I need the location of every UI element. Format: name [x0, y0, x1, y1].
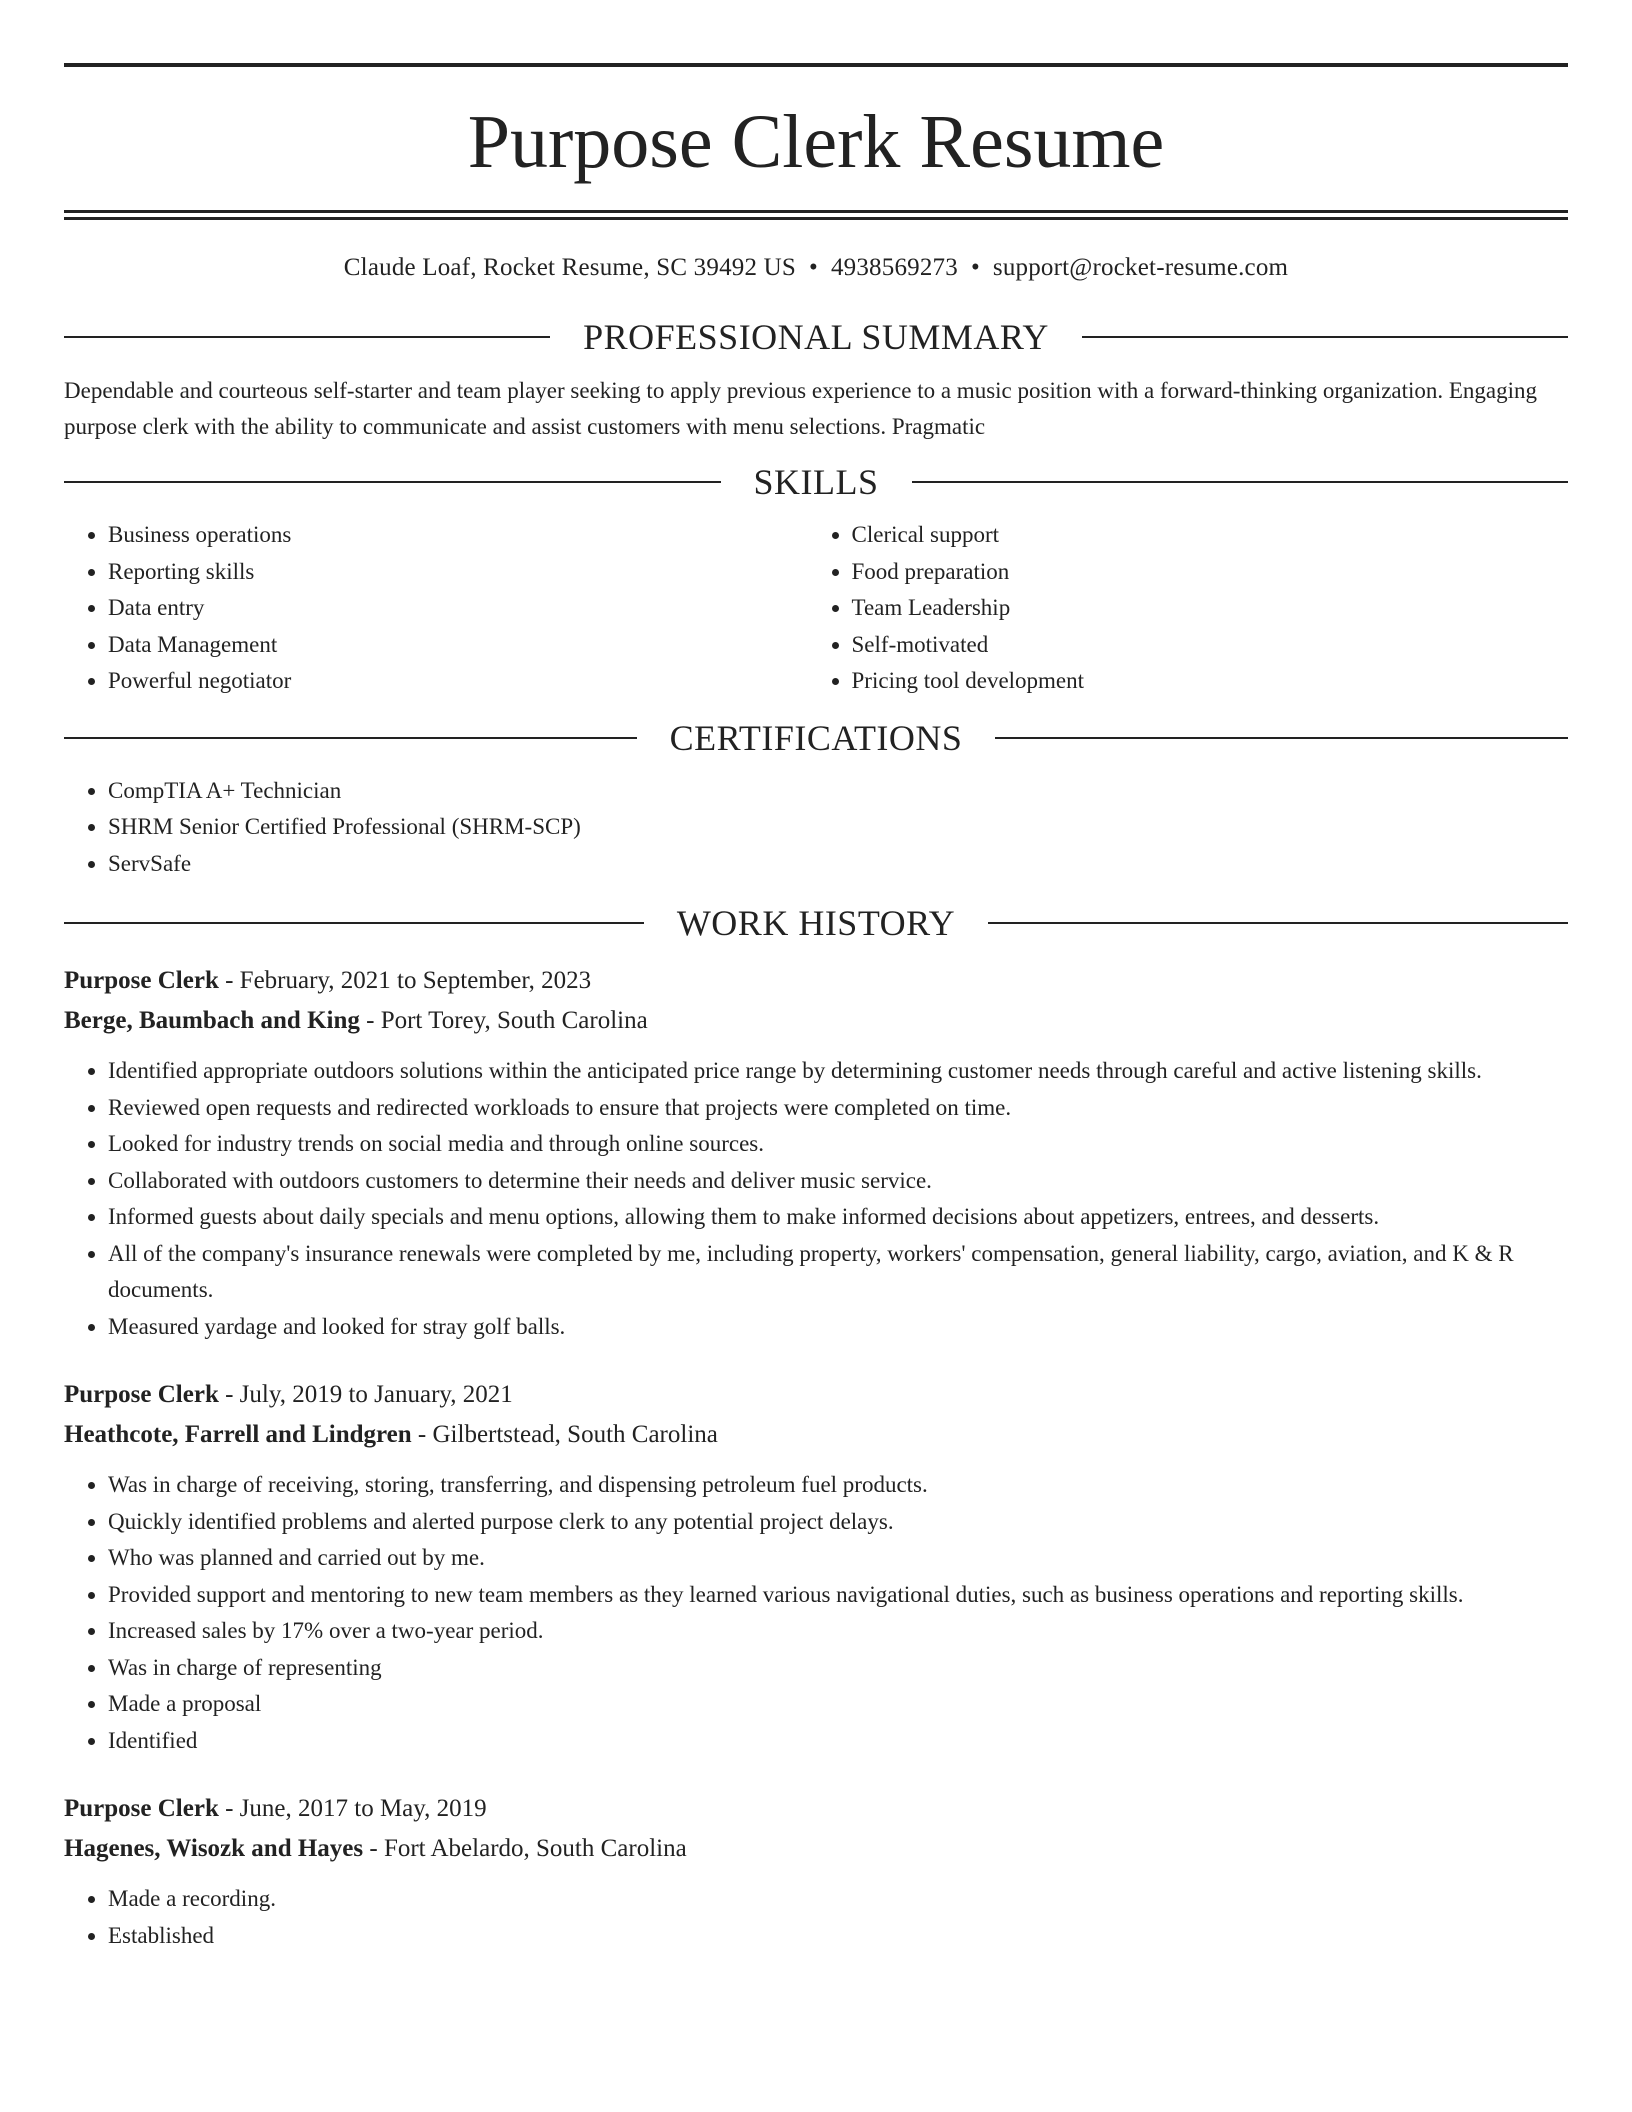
- job-location: - Fort Abelardo, South Carolina: [363, 1835, 687, 1862]
- certification-item: • SHRM Senior Certified Professional (SHRM-SCP): [108, 809, 1568, 846]
- job-company: Hagenes, Wisozk and Hayes: [64, 1835, 364, 1862]
- top-rule: [64, 63, 1568, 67]
- job-entry: [64, 961, 1568, 1345]
- job-bullet: • Was in charge of representing: [108, 1650, 1568, 1687]
- contact-line: [64, 251, 1568, 285]
- contact-address: Claude Loaf, Rocket Resume, SC 39492 US: [343, 254, 796, 281]
- job-dates: - June, 2017 to May, 2019: [218, 1795, 487, 1822]
- heading-rule: [912, 481, 1569, 483]
- job-bullet: • Made a recording.: [108, 1881, 1568, 1918]
- job-company-line: [64, 1001, 1568, 1041]
- job-bullet: • Increased sales by 17% over a two-year period.: [108, 1613, 1568, 1650]
- certifications-list: [64, 773, 1568, 883]
- skill-item: • Team Leadership: [852, 590, 1568, 627]
- skill-item: • Business operations: [108, 517, 808, 554]
- summary-text: Dependable and courteous self-starter and team player seeking to apply previous experience to a music position with a forward-thinking organization. Engaging purpose clerk with the ability to communicate and assist customers with menu selections. Pragmatic: [64, 378, 1538, 439]
- work-heading-label: WORK HISTORY: [676, 903, 956, 943]
- certifications-section-heading: [64, 715, 1568, 761]
- job-bullets: [64, 1881, 1568, 1954]
- contact-email: support@rocket-resume.com: [992, 254, 1289, 281]
- title-double-rule: [64, 210, 1568, 220]
- job-dates: - July, 2019 to January, 2021: [218, 1381, 513, 1408]
- job-title-line: [64, 1789, 1568, 1829]
- job-location: - Gilbertstead, South Carolina: [411, 1421, 718, 1448]
- job-title-line: [64, 1375, 1568, 1415]
- job-entry: [64, 1789, 1568, 1954]
- contact-phone: 4938569273: [830, 254, 958, 281]
- resume-title: Purpose Clerk Resume: [467, 100, 1165, 184]
- job-bullet: • Identified appropriate outdoors solutions within the anticipated price range by determining customer needs through careful and active listening skills.: [108, 1053, 1568, 1090]
- heading-rule: [64, 481, 721, 483]
- job-bullet: • Made a proposal: [108, 1686, 1568, 1723]
- summary-heading-label: PROFESSIONAL SUMMARY: [583, 317, 1049, 357]
- job-company: Berge, Baumbach and King: [64, 1007, 360, 1034]
- skill-item: • Powerful negotiator: [108, 663, 808, 700]
- job-company: Heathcote, Farrell and Lindgren: [64, 1421, 412, 1448]
- job-bullets: [64, 1053, 1568, 1345]
- skills-heading-label: SKILLS: [753, 462, 879, 502]
- job-bullet: • All of the company's insurance renewals were completed by me, including property, workers' compensation, general liability, cargo, aviation, and K & R documents.: [108, 1236, 1568, 1309]
- resume-page: [64, 0, 1568, 1954]
- job-bullet: • Measured yardage and looked for stray golf balls.: [108, 1309, 1568, 1346]
- job-title: Purpose Clerk: [64, 1381, 219, 1408]
- job-bullet: • Identified: [108, 1723, 1568, 1760]
- heading-rule: [995, 737, 1568, 739]
- heading-rule: [64, 922, 644, 924]
- heading-rule: [64, 336, 550, 338]
- job-bullet: • Reviewed open requests and redirected workloads to ensure that projects were completed on time.: [108, 1090, 1568, 1127]
- skills-list-right: [808, 517, 1568, 700]
- job-location: - Port Torey, South Carolina: [359, 1007, 648, 1034]
- job-bullet: • Was in charge of receiving, storing, transferring, and dispensing petroleum fuel products.: [108, 1467, 1568, 1504]
- contact-separator: •: [970, 254, 980, 281]
- certification-item: • CompTIA A+ Technician: [108, 773, 1568, 810]
- skills-list-left: [64, 517, 808, 700]
- job-company-line: [64, 1415, 1568, 1455]
- skill-item: • Data Management: [108, 627, 808, 664]
- job-bullet: • Informed guests about daily specials and menu options, allowing them to make informed decisions about appetizers, entrees, and desserts.: [108, 1199, 1568, 1236]
- job-bullets: [64, 1467, 1568, 1759]
- job-bullet: • Provided support and mentoring to new team members as they learned various navigational duties, such as business operations and reporting skills.: [108, 1577, 1568, 1614]
- job-company-line: [64, 1829, 1568, 1869]
- summary-section-heading: [64, 314, 1568, 360]
- certifications-heading-label: CERTIFICATIONS: [669, 717, 963, 758]
- skills-section-heading: [64, 459, 1568, 505]
- job-bullet: • Quickly identified problems and alerted purpose clerk to any potential project delays.: [108, 1504, 1568, 1541]
- skill-item: • Clerical support: [852, 517, 1568, 554]
- job-title: Purpose Clerk: [64, 1795, 219, 1822]
- skills-grid: [64, 517, 1568, 700]
- job-entry: [64, 1375, 1568, 1759]
- skill-item: • Reporting skills: [108, 554, 808, 591]
- job-title-line: [64, 961, 1568, 1001]
- job-bullet: • Established: [108, 1918, 1568, 1955]
- job-bullet: • Who was planned and carried out by me.: [108, 1540, 1568, 1577]
- heading-rule: [64, 737, 637, 739]
- skill-item: • Food preparation: [852, 554, 1568, 591]
- job-dates: - February, 2021 to September, 2023: [218, 967, 592, 994]
- job-title: Purpose Clerk: [64, 967, 219, 994]
- heading-rule: [988, 922, 1568, 924]
- job-bullet: • Looked for industry trends on social media and through online sources.: [108, 1126, 1568, 1163]
- contact-separator: •: [809, 254, 818, 281]
- certification-item: • ServSafe: [108, 846, 1568, 883]
- heading-rule: [1082, 336, 1568, 338]
- skill-item: • Self-motivated: [852, 627, 1568, 664]
- skill-item: • Pricing tool development: [852, 663, 1568, 700]
- skill-item: • Data entry: [108, 590, 808, 627]
- work-section-heading: [64, 900, 1568, 946]
- job-bullet: • Collaborated with outdoors customers to determine their needs and deliver music service.: [108, 1163, 1568, 1200]
